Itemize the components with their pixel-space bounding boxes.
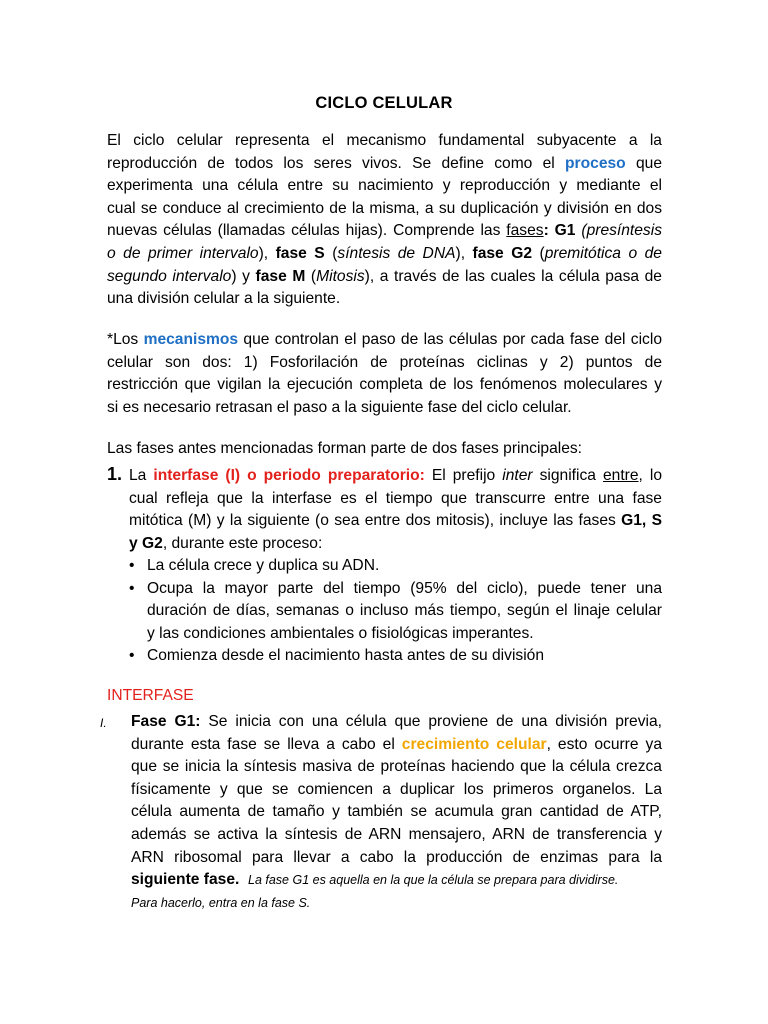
text-line	[131, 801, 662, 824]
text-span: (presíntesis	[581, 222, 662, 240]
text-line	[147, 555, 662, 578]
keyword-fases: fases	[506, 222, 544, 240]
text-line	[131, 847, 662, 870]
text-line	[107, 397, 662, 420]
text-line	[107, 130, 662, 153]
keyword-g1: : G1	[543, 222, 576, 240]
text-span: (	[539, 244, 545, 262]
text-span: premitótica o de	[544, 244, 662, 262]
text-line	[107, 220, 662, 243]
text-span: (	[310, 267, 317, 285]
text-span: experimenta una célula entre su nacimiento y reproducción y mediante el	[107, 177, 662, 195]
text-line	[131, 734, 662, 757]
text-span: restricción que vigilan la ejecución completa de los fenómenos moleculares y	[107, 376, 662, 394]
text-span: siguiente fase.	[131, 871, 240, 889]
text-line	[107, 266, 662, 289]
text-span: ),	[258, 244, 269, 262]
text-line	[107, 198, 662, 221]
text-span: cual refleja que la interfase es el tiempo que transcurre entre una fase	[129, 489, 662, 507]
text-span: físicamente y que se comiencen a duplicar los primeros organelos. La	[131, 780, 662, 798]
text-span: El prefijo	[431, 467, 496, 484]
text-span: Ocupa la mayor parte del tiempo (95% del ciclo), puede tener una	[147, 579, 662, 597]
text-span: , lo	[638, 467, 662, 484]
keyword-proceso: proceso	[565, 154, 626, 172]
text-span: síntesis de DNA	[337, 244, 456, 262]
text-span: , esto ocurre ya	[546, 735, 662, 753]
text-span: mitótica (M) y la siguiente (o sea entre dos mitosis), incluye las fases	[129, 512, 616, 530]
text-span: El ciclo celular representa el mecanismo fundamental subyacente a la	[107, 132, 662, 149]
text-span: que se inicia la síntesis masiva de proteínas haciendo que la célula crezca	[131, 758, 662, 776]
text-line	[107, 288, 662, 311]
keyword-phases: y G2	[129, 534, 163, 552]
phases-intro	[107, 438, 662, 461]
text-line	[107, 352, 662, 375]
keyword-entre: entre	[602, 467, 639, 484]
text-line	[131, 711, 662, 734]
text-line	[131, 756, 662, 779]
text-span: celular son dos: 1) Fosforilación de proteínas ciclinas y 2) puntos de	[107, 353, 662, 371]
mechanisms-paragraph	[107, 329, 662, 419]
text-line	[107, 438, 662, 461]
bullet-list	[129, 555, 662, 668]
list-number: 1.	[107, 464, 123, 484]
roman-numeral: I.	[100, 716, 107, 730]
text-span: Comienza desde el nacimiento hasta antes de su división	[147, 647, 545, 665]
text-line	[107, 243, 662, 266]
text-line	[147, 645, 662, 668]
text-line	[107, 153, 662, 176]
text-span: durante esta fase se lleva a cabo el	[131, 735, 395, 753]
list-item	[129, 555, 662, 578]
keyword-mecanismos: mecanismos	[143, 331, 239, 348]
text-span: segundo intervalo	[107, 267, 232, 285]
list-item	[129, 578, 662, 646]
text-span: , durante este proceso:	[162, 534, 323, 552]
text-line	[129, 533, 662, 556]
text-line	[131, 779, 662, 802]
text-line	[129, 488, 662, 511]
text-span: Se inicia con una célula que proviene de una división previa,	[208, 713, 662, 730]
keyword-crecimiento: crecimiento celular	[401, 735, 547, 753]
text-span: reproducción de todos los seres vivos. Se define como el	[107, 154, 555, 172]
text-span: Mitosis	[316, 267, 365, 285]
text-span: además se activa la síntesis de ARN mensajero, ARN de transferencia y	[131, 825, 662, 843]
text-line	[107, 374, 662, 397]
text-span: nuevas células (llamadas células hijas). Comprende las	[107, 222, 501, 240]
keyword-fase-s: fase S	[275, 244, 325, 262]
text-span: si es necesario retrasan el paso a la siguiente fase del ciclo celular.	[107, 398, 572, 416]
text-span: que controlan el paso de las células por cada fase del ciclo	[243, 331, 662, 348]
keyword-fase-g1: Fase G1:	[131, 713, 201, 730]
fase-g1-item	[131, 711, 662, 914]
text-span: una división celular a la siguiente.	[107, 290, 341, 308]
bullet-icon: •	[129, 557, 135, 574]
bullet-icon: •	[129, 579, 135, 597]
text-span: célula aumenta de tamaño y también se acumula gran cantidad de ATP,	[131, 803, 662, 821]
text-line	[131, 892, 662, 915]
bullet-icon: •	[129, 647, 135, 665]
text-span: que	[635, 154, 662, 172]
text-span: *Los	[107, 331, 139, 348]
section-heading-interfase: INTERFASE	[107, 687, 194, 704]
interfase-item	[129, 465, 662, 555]
note-text: Para hacerlo, entra en la fase S.	[131, 895, 311, 910]
text-span: cual se conduce al crecimiento de la misma, a su duplicación y división en dos	[107, 199, 662, 217]
text-span: (	[332, 244, 338, 262]
text-line	[147, 623, 662, 646]
text-span: La célula crece y duplica su ADN.	[147, 557, 380, 574]
keyword-fase-m: fase M	[255, 267, 306, 285]
text-span: ) y	[231, 267, 250, 285]
text-line	[107, 175, 662, 198]
text-span: ), a través de las cuales la célula pasa de	[364, 267, 662, 285]
note-text: La fase G1 es aquella en la que la célula se prepara para dividirse.	[248, 873, 619, 888]
text-line	[107, 329, 662, 352]
text-span: inter	[502, 467, 533, 484]
intro-paragraph	[107, 130, 662, 311]
text-span: significa	[539, 467, 596, 484]
keyword-phases: G1, S	[621, 512, 662, 530]
text-span: ),	[455, 244, 466, 262]
keyword-fase-g2: fase G2	[472, 244, 533, 262]
keyword-interfase: interfase (I) o periodo preparatorio:	[153, 467, 425, 484]
text-line	[131, 824, 662, 847]
text-line	[129, 465, 662, 488]
page-title: CICLO CELULAR	[315, 94, 453, 112]
list-item	[129, 645, 662, 668]
text-span: duración de días, semanas o incluso más tiempo, según el linaje celular	[147, 602, 662, 620]
text-line	[129, 510, 662, 533]
text-line	[147, 578, 662, 601]
text-span: Las fases antes mencionadas forman parte de dos fases principales:	[107, 440, 583, 457]
text-line	[131, 869, 662, 892]
text-span: La	[129, 467, 147, 484]
text-span: o de primer intervalo	[107, 244, 259, 262]
text-span: y las condiciones ambientales o fisiológicas imperantes.	[147, 624, 534, 642]
text-line	[147, 600, 662, 623]
text-span: ARN ribosomal para llevar a cabo la producción de enzimas para la	[131, 848, 662, 866]
